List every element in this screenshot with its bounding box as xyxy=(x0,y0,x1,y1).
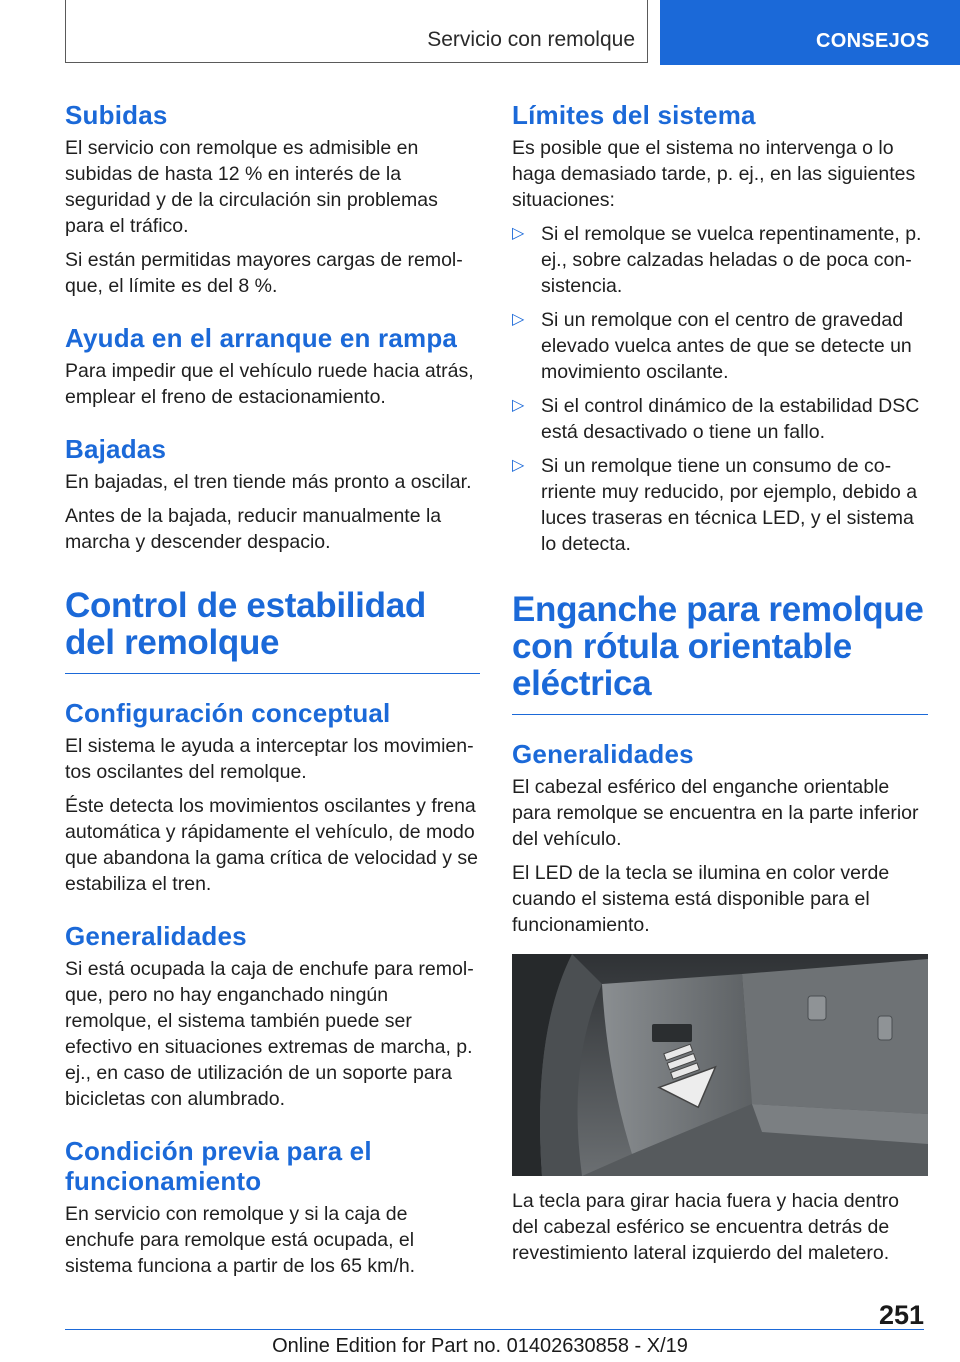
triangle-bullet-icon: ▷ xyxy=(512,397,525,414)
list-item-text: Si un remolque con el centro de gravedad elevado vuelca antes de que se detecte un movimiento oscilante. xyxy=(541,309,912,383)
heading-bajadas: Bajadas xyxy=(65,434,167,464)
paragraph: El servicio con remolque es admisible en subidas de hasta 12 % en interés de la seguridad y de la circulación sin problemas para el tráfico. xyxy=(65,137,438,237)
bullet-list xyxy=(512,221,928,557)
paragraph: En servicio con remolque y si la caja de enchufe para remolque está ocupada, el sistema funciona a partir de los 65 km/h. xyxy=(65,1203,416,1277)
paragraph: En bajadas, el tren tiende más pronto a oscilar. xyxy=(65,471,472,493)
paragraph: El sistema le ayuda a interceptar los movimientos oscilantes del remolque. xyxy=(65,735,474,783)
triangle-bullet-icon: ▷ xyxy=(512,457,525,474)
chapter-tab[interactable]: CONSEJOS xyxy=(660,0,960,65)
list-item xyxy=(512,453,928,557)
heading-generalidades: Generalidades xyxy=(65,921,247,951)
heading-condicion-previa: Condición previa para el funcionamiento xyxy=(65,1136,372,1196)
list-item-text: Si el remolque se vuelca repentinamente, p. ej., sobre calzadas heladas o de poca consistencia. xyxy=(541,223,922,297)
page-number: 251 xyxy=(878,1300,924,1330)
right-column xyxy=(512,100,928,1266)
paragraph: Antes de la bajada, reducir manualmente la marcha y descender despacio. xyxy=(65,505,442,553)
paragraph: El cabezal esférico del enganche orientable para remolque se encuentra en la parte inferior del vehículo. xyxy=(512,776,919,850)
heading-ayuda-arranque: Ayuda en el arranque en rampa xyxy=(65,323,458,353)
paragraph: Es posible que el sistema no intervenga o lo haga demasiado tarde, p. ej., en las siguientes situaciones: xyxy=(512,137,916,211)
trunk-button-photo xyxy=(512,954,928,1176)
list-item-text: Si el control dinámico de la estabilidad DSC está desactivado o tiene un fallo. xyxy=(541,395,920,443)
triangle-bullet-icon: ▷ xyxy=(512,225,525,242)
heading-subidas: Subidas xyxy=(65,100,168,130)
heading-control-estabilidad: Control de estabilidad del remolque xyxy=(65,586,426,662)
paragraph: Éste detecta los movimientos oscilantes y frena automática y rápidamente el vehículo, de modo que abandona la gama crítica de velocidad y se estabiliza el tren. xyxy=(65,795,479,895)
heading-generalidades: Generalidades xyxy=(512,739,694,769)
heading-enganche-remolque: Enganche para remolque con rótula orientable eléctrica xyxy=(512,590,924,703)
footer-rule xyxy=(65,1329,924,1330)
left-column xyxy=(65,100,480,1279)
section-rule xyxy=(512,714,928,715)
paragraph: El LED de la tecla se ilumina en color verde cuando el sistema está disponible para el funcionamiento. xyxy=(512,862,890,936)
section-title: Servicio con remolque xyxy=(427,28,635,51)
paragraph: Si está ocupada la caja de enchufe para remolque, pero no hay enganchado ningún remolque, el sistema también puede ser efectivo en situaciones extremas de marcha, p. ej., en caso de utilización de un soporte para bicicletas con alumbrado. xyxy=(65,958,474,1110)
paragraph: Si están permitidas mayores cargas de remolque, el límite es del 8 %. xyxy=(65,249,463,297)
paragraph: Para impedir que el vehículo ruede hacia atrás, emplear el freno de estacionamiento. xyxy=(65,360,474,408)
heading-limites-sistema: Límites del sistema xyxy=(512,100,756,130)
list-item xyxy=(512,221,928,299)
footer-edition: Online Edition for Part no. 01402630858 - X/19 xyxy=(272,1335,688,1357)
list-item-text: Si un remolque tiene un consumo de corriente muy reducido, por ejemplo, debido a luces traseras en técnica LED, y el sistema lo detecta. xyxy=(541,455,918,555)
heading-configuracion: Configuración conceptual xyxy=(65,698,391,728)
photo-caption: La tecla para girar hacia fuera y hacia dentro del cabezal esférico se encuentra detrás de revestimiento lateral izquierdo del maletero. xyxy=(512,1190,899,1264)
trunk-illustration xyxy=(512,954,928,1176)
section-rule xyxy=(65,673,480,674)
header-section-box xyxy=(65,0,648,63)
list-item xyxy=(512,393,928,445)
list-item xyxy=(512,307,928,385)
triangle-bullet-icon: ▷ xyxy=(512,311,525,328)
